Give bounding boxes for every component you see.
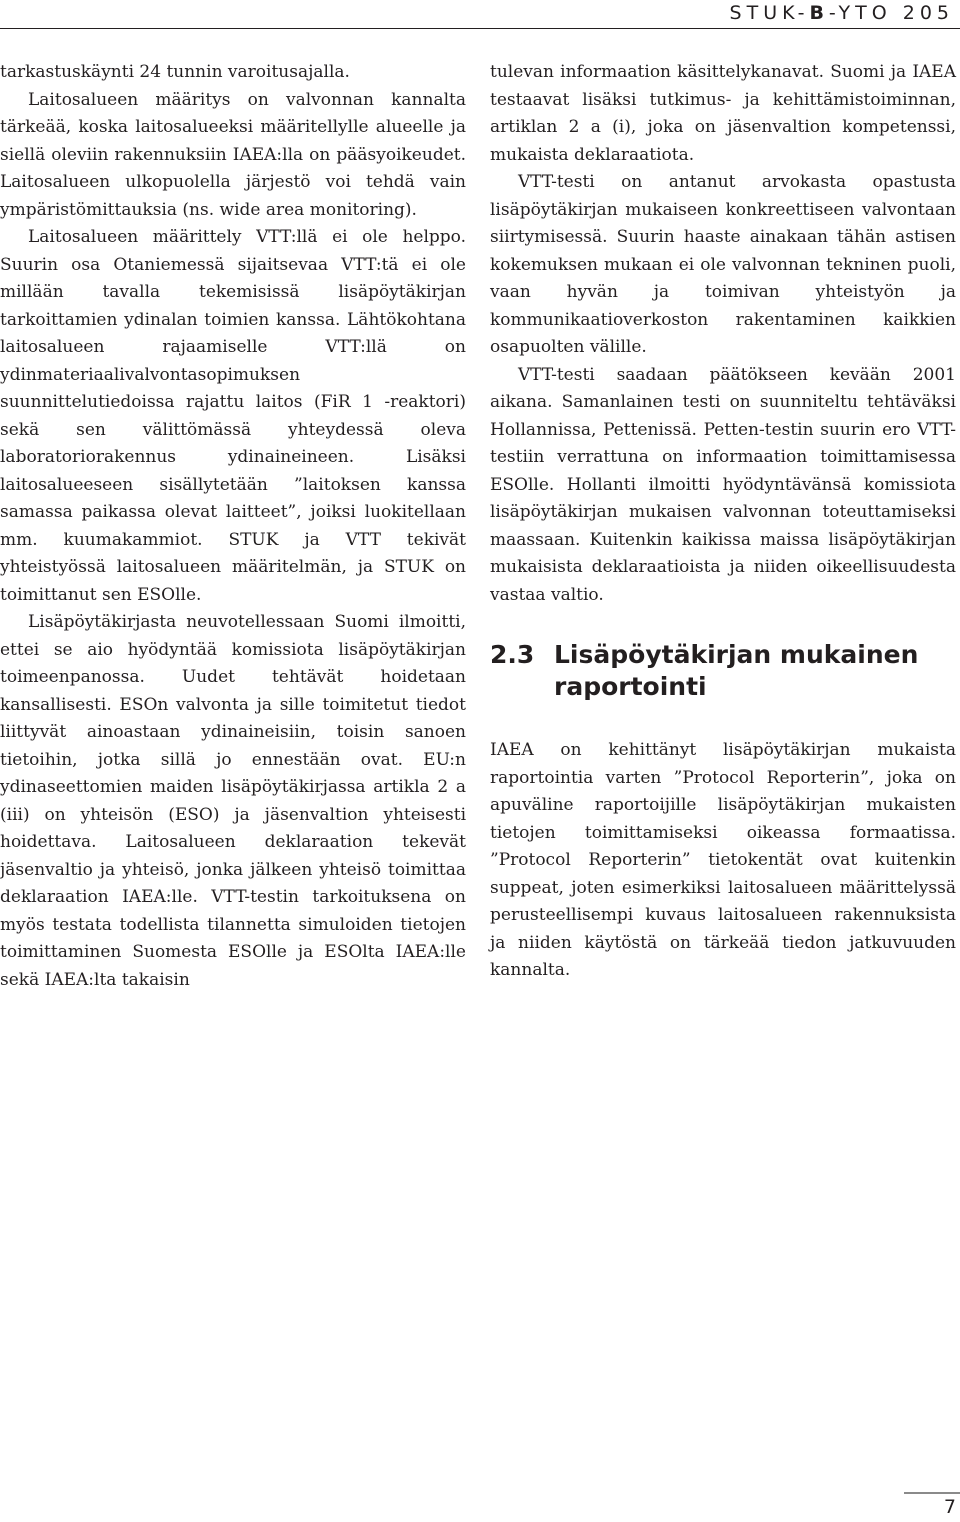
paragraph: Laitosalueen määritys on valvonnan kannalta tärkeää, koska laitosalueeksi määritellylle alueelle ja siellä oleviin rakennuksiin IAEA:lla on pääsyoikeudet. Laitosalueen ulkopuolella järjestö voi tehdä vain ympäristömittauksia (ns. wide area monitoring). [0,89,466,220]
right-column [490,59,956,985]
paragraph: Lisäpöytäkirjasta neuvotellessaan Suomi ilmoitti, ettei se aio hyödyntää komissiota lisäpöytäkirjan toimeenpanossa. Uudet tehtävät hoidetaan kansallisesti. ESOn valvonta ja sille toimitetut tiedot liittyvät ainoastaan ydinaineisiin, toisin sanoen tietoihin, jotka sillä jo ennestään ovat. EU:n ydinaseettomien maiden lisäpöytäkirjassa artikla 2 a (iii) on yhteisön (ESO) ja jäsenvaltion yhteisesti hoidettava. Laitosalueen deklaraation tekevät jäsenvaltio ja yhteisö, jonka jälkeen yhteisö toimittaa deklaraation IAEA:lle. VTT-testin tarkoituksena on myös testata todellista tilannetta simuloiden tietojen toimittaminen Suomesta ESOlle ja ESOlta IAEA:lle sekä IAEA:lta takaisin [0,612,466,990]
header-rule [0,28,960,29]
section-number: 2.3 [490,640,535,669]
section-heading [490,639,956,703]
running-head-prefix: STUK- [729,2,810,24]
paragraph: tarkastuskäynti 24 tunnin varoitusajalla. [0,62,350,82]
paragraph: tulevan informaation käsittelykanavat. Suomi ja IAEA testaavat lisäksi tutkimus- ja kehittämistoiminnan, artiklan 2 a (i), joka on jäsenvaltion kompetenssi, mukaista deklaraatiota. [490,62,956,165]
left-column [0,59,466,994]
footer-rule [904,1492,960,1494]
running-head [730,0,954,26]
paragraph: Laitosalueen määrittely VTT:llä ei ole helppo. Suurin osa Otaniemessä sijaitsevaa VTT:tä ei ole millään tavalla tekemisissä lisäpöytäkirjan tarkoittamien ydinalan toimien kanssa. Lähtökohtana laitosalueen rajaamiselle VTT:llä on ydinmateriaalivalvontasopimuksen suunnittelutiedoissa rajattu laitos (FiR 1 -reaktori) sekä sen välittömässä yhteydessä oleva laboratoriorakennus ydinaineineen. Lisäksi laitosalueeseen sisällytetään ”laitoksen kanssa samassa paikassa olevat laitteet”, joiksi luokitellaan mm. kuumakammiot. STUK ja VTT tekivät yhteistyössä laitosalueen määritelmän, ja STUK on toimittanut sen ESOlle. [0,227,466,605]
paragraph: VTT-testi on antanut arvokasta opastusta lisäpöytäkirjan mukaiseen konkreettiseen valvontaan siirtymisessä. Suurin haaste ainakaan tähän astisen kokemuksen mukaan ei ole valvonnan tekninen puoli, vaan hyvän ja toimivan yhteistyön ja kommunikaatioverkoston rakentaminen kaikkien osapuolten välille. [490,172,956,357]
paragraph: IAEA on kehittänyt lisäpöytäkirjan mukaista raportointia varten ”Protocol Reporterin”, joka on apuväline raportoijille lisäpöytäkirjan mukaisten tietojen toimittamiseksi oikeassa formaatissa. ”Protocol Reporterin” tietokentät ovat kuitenkin suppeat, joten esimerkiksi laitosalueen määrittelyssä perusteellisempi kuvaus laitosalueen rakennuksista ja niiden käytöstä on tärkeää tiedon jatkuvuuden kannalta. [490,740,956,980]
paragraph: VTT-testi saadaan päätökseen kevään 2001 aikana. Samanlainen testi on suunniteltu tehtäväksi Hollannissa, Pettenissä. Petten-testin suurin ero VTT-testiin verrattuna on informaation toimittamisessa ESOlle. Hollanti ilmoitti hyödyntävänsä komissiota lisäpöytäkirjan mukaisen valvonnan toteuttamiseksi maassaan. Kuitenkin kaikissa maissa lisäpöytäkirjan mukaisista deklaraatioista ja niiden oikeellisuudesta vastaa valtio. [490,364,956,605]
section-title: Lisäpöytäkirjan mukainen raportointi [554,640,919,701]
running-head-suffix: -YTO 205 [828,2,954,24]
page-number: 7 [943,1496,956,1518]
running-head-series: B [809,2,829,24]
